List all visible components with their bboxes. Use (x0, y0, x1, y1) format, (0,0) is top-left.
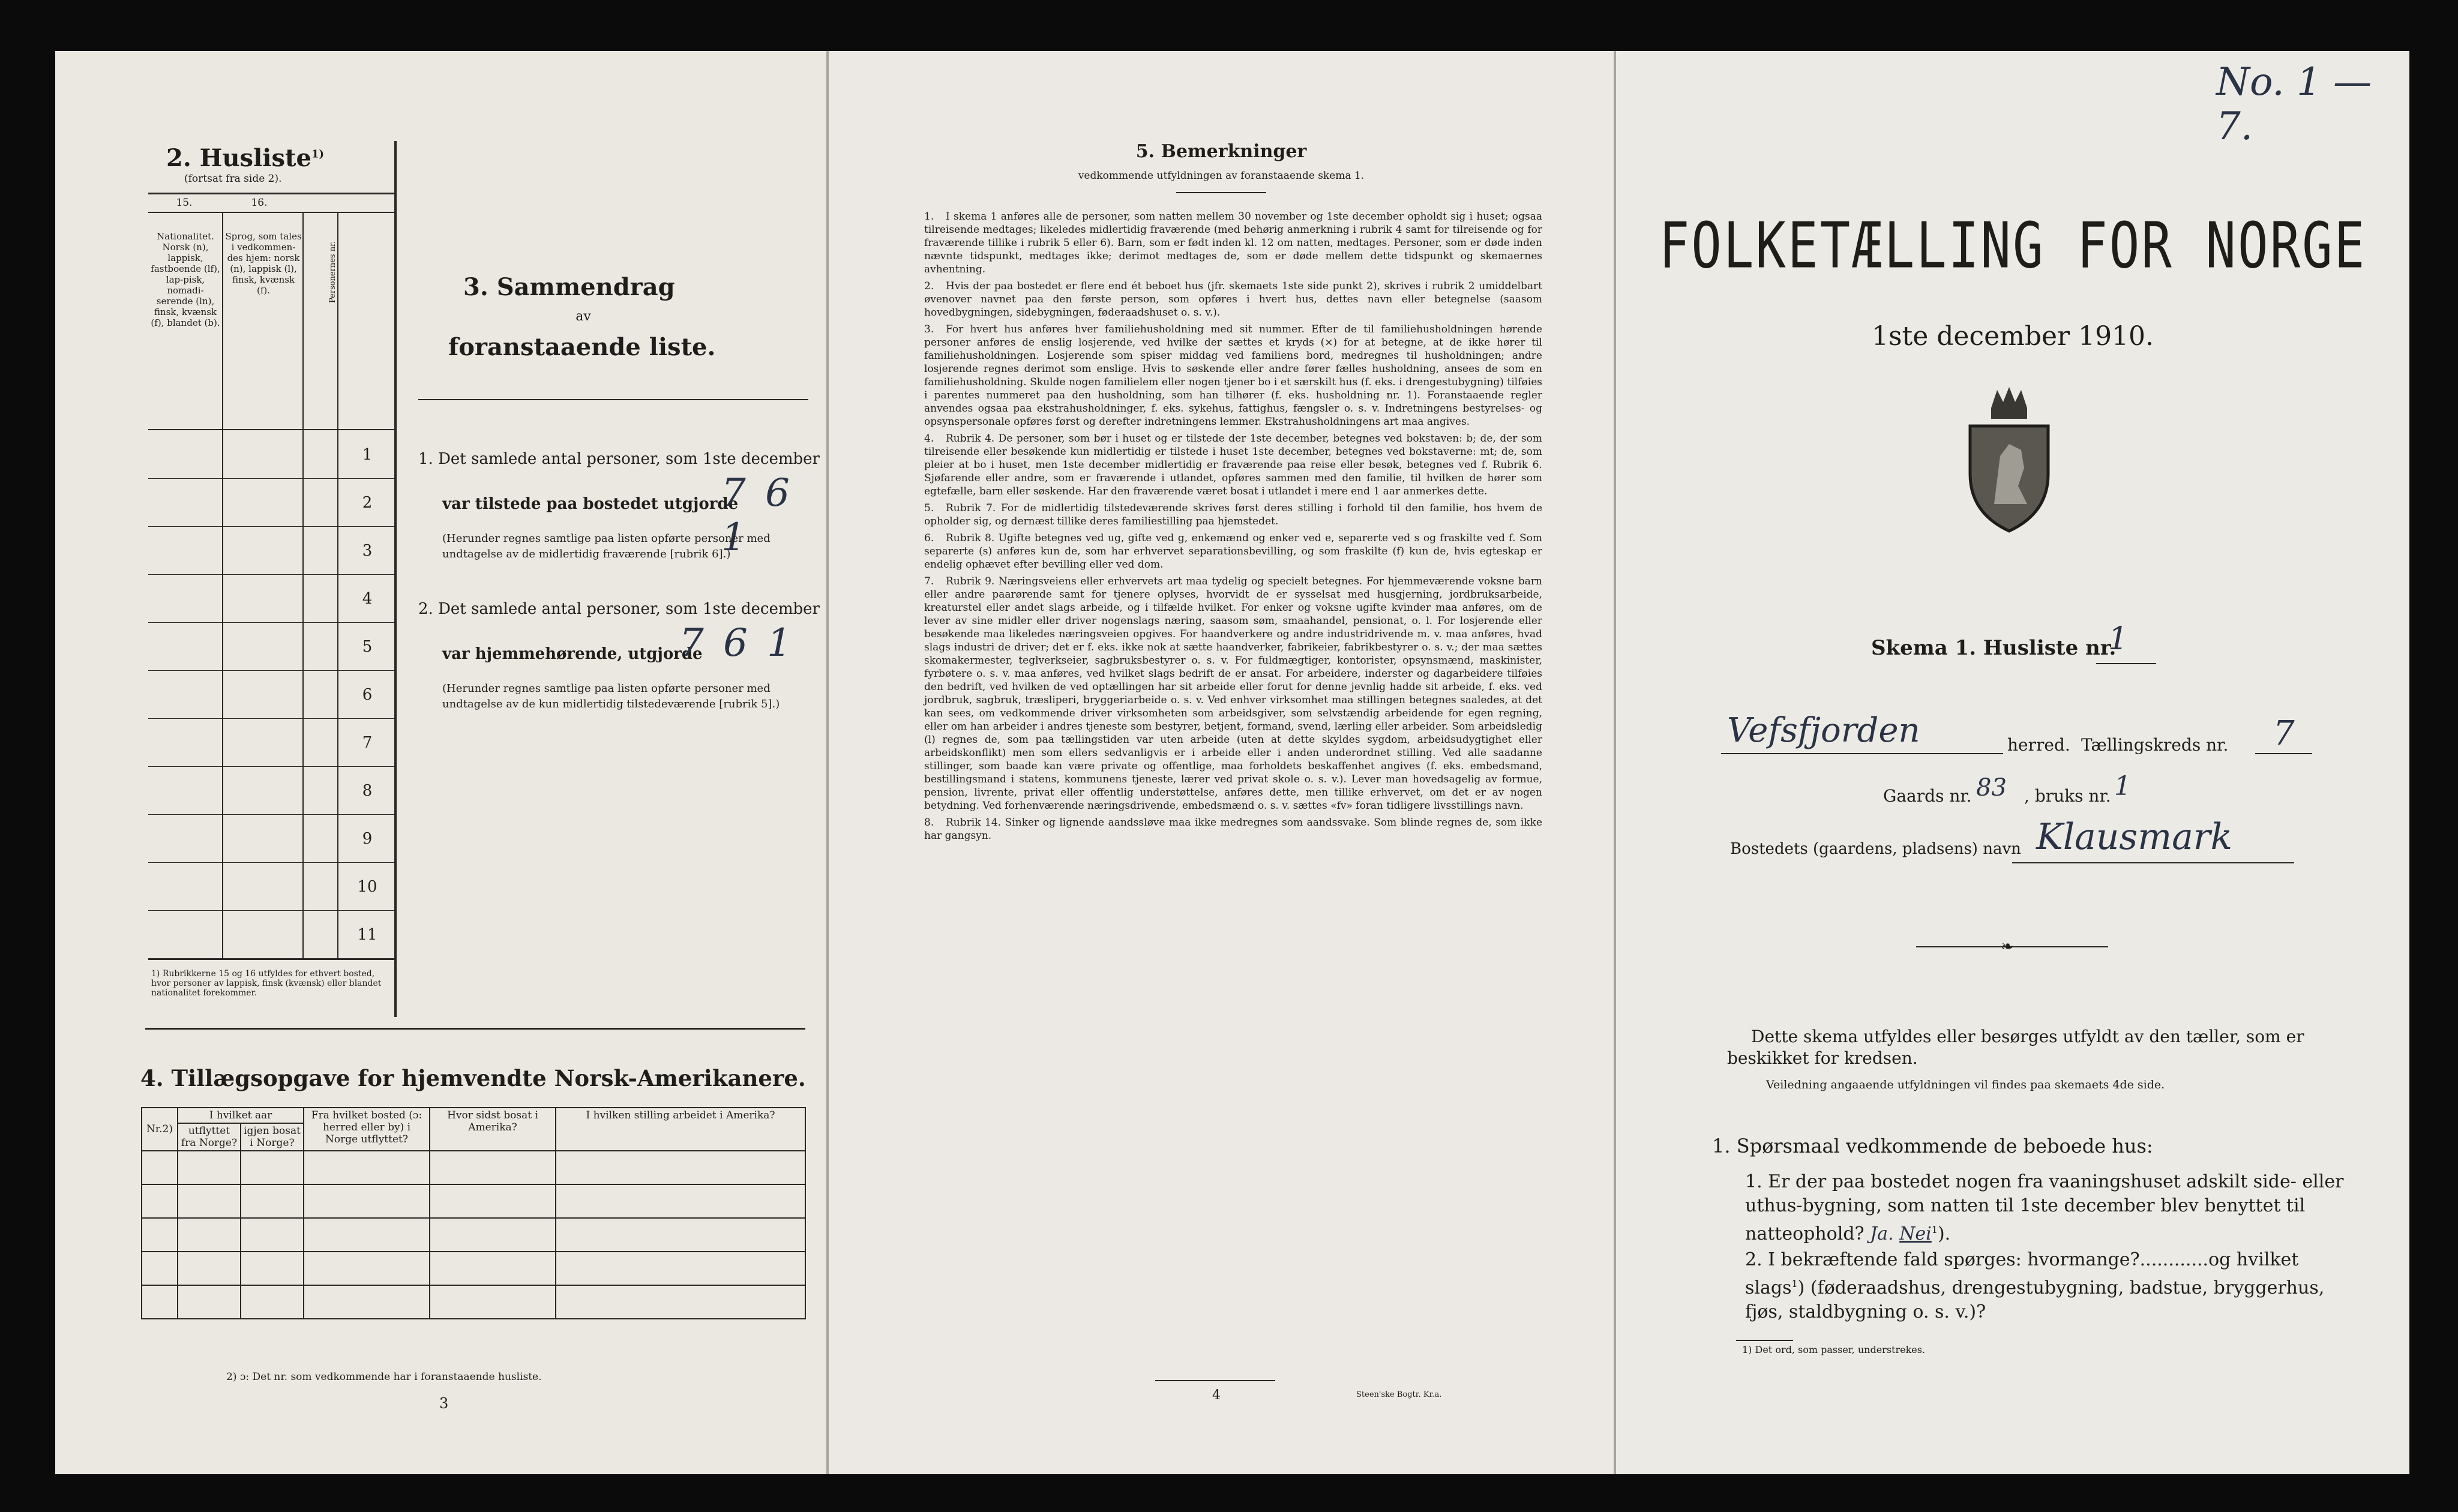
sammendrag-item-2-value: 7 6 1 (679, 621, 795, 665)
bemerkning-item (924, 210, 1542, 276)
question-2: 2. I bekræftende fald spørges: hvormange?............og hvilket slags$^1$) (føderaadshus, drengestubygning, badstue, bryggerhus, fjøs, staldbygning o. s. v.)? (1745, 1249, 2325, 1322)
row-number: 10 (357, 878, 377, 896)
bemerkning-text: Rubrik 4. De personer, som bør i huset og er tilstede der 1ste december, betegnes ved bokstaven: b; de, der som tilreisende eller besøkende kun midlertidig er tilstede i huset 1ste december, betegnes ved bokstaverne: mt; de, som pleier at bo i huset, men 1ste december midlertidig er fraværende paa reise eller besøk, betegnes ved f. Rubrik 6. Sjøfarende eller andre, som er fraværende i utlandet, opføres sammen med den familie, til hvilken de hører som egtefælle, barn eller søskende. Har den fraværende været bosat i utlandet i mere end 1 aar anmerkes dette. (924, 433, 1542, 497)
printer-mark: Steen'ske Bogtr. Kr.a. (1356, 1390, 1442, 1399)
bemerkning-number: 5. (924, 502, 934, 514)
tillaeg-header-igjen: igjen bosat i Norge? (241, 1123, 304, 1151)
bemerkning-item (924, 502, 1542, 528)
tillaeg-header-utflyttet: utflyttet fra Norge? (178, 1123, 241, 1151)
bemerkning-number: 2. (924, 280, 934, 292)
tillaeg-header-bosted: Fra hvilket bosted (ɔ: herred eller by) i Norge utflyttet? (304, 1108, 430, 1151)
page-4-bemerkninger (828, 51, 1614, 1474)
sammendrag-item-1-value: 7 6 1 (721, 471, 793, 560)
row-number: 7 (362, 734, 373, 752)
col-16-header: Sprog, som tales i vedkommen-des hjem: norsk (n), lappisk (l), finsk, kvænsk (f). (225, 231, 302, 296)
census-date: 1ste december 1910. (1871, 321, 2154, 352)
tillaeg-table (141, 1107, 806, 1319)
row-number: 4 (362, 590, 373, 608)
bemerkning-item (924, 280, 1542, 319)
husliste-footnote: 1) Rubrikkerne 15 og 16 utfyldes for ethvert bosted, hvor personer av lappisk, finsk (kvænsk) eller blandet nationalitet forekommer. (151, 969, 382, 998)
tillaeg-title: 4. Tillægsopgave for hjemvendte Norsk-Amerikanere. (140, 1065, 806, 1091)
row-number: 9 (362, 830, 373, 848)
bemerkninger-title: 5. Bemerkninger (1135, 141, 1307, 162)
q1-answer-ja: Ja. (1870, 1223, 1894, 1244)
row-number: 5 (362, 638, 373, 656)
row-number: 3 (362, 542, 373, 560)
bemerkning-text: I skema 1 anføres alle de personer, som natten mellem 30 november og 1ste december opholdt sig i huset; ogsaa tilreisende medtages; likeledes midlertidig fraværende (med behørig anmerkning i rubrik 4 samt for tilreisende og for fraværende tillike i rubrik 5 eller 6). Barn, som er født inden kl. 12 om natten, medtages. Personer, som er døde inden nævnte tidspunkt, medtages ikke; derimot medtages de, som er døde mellem dette tidspunkt og skemaernes avhentning. (924, 211, 1542, 275)
tillaeg-header-sidst: Hvor sidst bosat i Amerika? (430, 1108, 556, 1151)
row-number: 6 (362, 686, 373, 704)
sammendrag-item-1-note: (Herunder regnes samtlige paa listen opførte personer med undtagelse av de midlertidig fraværende [rubrik 6].) (442, 532, 771, 560)
sammendrag-item-2-note: (Herunder regnes samtlige paa listen opførte personer med undtagelse av de kun midlertidig tilstedeværende [rubrik 5].) (442, 682, 780, 710)
question-1: 1. Er der paa bostedet nogen fra vaaningshuset adskilt side- eller uthus-bygning, som natten til 1ste december blev benyttet til natteophold? Ja. Nei$^1$). (1745, 1171, 2344, 1244)
page-1-cover (1616, 51, 2409, 1474)
bemerkning-text: Hvis der paa bostedet er flere end ét beboet hus (jfr. skemaets 1ste side punkt 2), skrives i rubrik 2 umiddelbart øvenover navnet paa den første person, som opføres i hvert hus, dettes navn eller betegnelse (saasom hovedbygningen, sidebygningen, føderaadshuset o. s. v.). (924, 280, 1542, 319)
bruks-value: 1 (2114, 771, 2131, 802)
bemerkning-number: 7. (924, 575, 934, 587)
page-number-4: 4 (1212, 1388, 1221, 1403)
bemerkning-number: 8. (924, 817, 934, 829)
bemerkninger-list (924, 210, 1542, 846)
ornament-icon: ❧ (2001, 938, 2014, 956)
bemerkning-item (924, 432, 1542, 498)
kreds-value: 7 (2273, 714, 2295, 753)
col-16-number: 16. (251, 197, 268, 209)
bruks-label: , bruks nr. (2024, 786, 2111, 806)
bemerkning-text: Rubrik 9. Næringsveiens eller erhvervets art maa tydelig og specielt betegnes. For hjemmeværende voksne barn eller andre paarørende samt for tjenere oplyses, hvorvidt de er sysselsat med husgjerning, jordbruksarbeide, kreaturstel eller andet slags arbeide, og i tilfælde hvilket. For enker og voksne ugifte kvinder maa anføres, om de lever av sine midler eller driver nogenslags næring, saasom søm, smaahandel, pensionat, o. l. For losjerende eller besøkende maa likeledes næringsveien opgives. For haandverkere og andre industridrivende m. v. maa anføres, hvad slags industri de driver; det er f. eks. ikke nok at sætte haandverker, fabrikeier, fabrikbestyrer o. s. v.; der maa sættes skomakermester, teglverkseier, sagbruksbestyrer o. s. v. For fuldmægtiger, kontorister, opsynsmænd, maskinister, fyrbøtere o. s. v. maa anføres, ved hvilket slags bedrift de er ansat. For arbeidere, inderster og dagarbeidere tilføies den bedrift, ved hvilken de ved optællingen har sit arbeide eller forut for denne jevnlig hadde sit arbeide, f. eks. ved jordbruk, sagbruk, træsliperi, bryggeriarbeide o. s. v. Ved enhver virksomhet maa stillingen betegnes saaledes, at det kan sees, om vedkommende driver virksomheten som arbeidsgiver, som selvstændig arbeidende for egen regning, eller om han arbeider i andres tjeneste som bestyrer, betjent, formand, svend, lærling eller arbeider. Som arbeidsledig (l) regnes de, som paa tællingstiden var uten arbeide (uten at dette skyldes sygdom, arbeidsudygtighet eller arbeidskonflikt) men som ellers sedvanligvis er i arbeide eller i anden underordnet stilling. Ved alle saadanne stillinger, som baade kan være private og offentlige, maa forholdets beskaffenhet angives (f. eks. embedsmand, bestillingsmand i statens, kommunens tjeneste, lærer ved privat skole o. s. v.). Lever man hovedsagelig av formue, pension, livrente, privat eller offentlig understøttelse, anføres dette, men tillike erhvervet, om det er av nogen betydning. Ved forhenværende næringsdrivende, embedsmænd o. s. v. sættes «fv» foran tidligere livsstillings navn. (924, 575, 1542, 812)
bemerkning-text: Rubrik 14. Sinker og lignende aandssløve maa ikke medregnes som aandssvake. Som blinde regnes de, som ikke har gangsyn. (924, 817, 1542, 842)
q1-answer-nei: Nei (1899, 1223, 1932, 1244)
col-15-header: Nationalitet. Norsk (n), lappisk, fastboende (lf), lap-pisk, nomadi-serende (ln), finsk, kvænsk (f), blandet (b). (151, 231, 220, 328)
page-3-sammendrag (55, 51, 826, 1474)
herred-label: herred. (2007, 735, 2070, 755)
bemerkning-item (924, 816, 1542, 842)
instruction-text: Dette skema utfyldes eller besørges utfyldt av den tæller, som er beskikket for kredsen. (1727, 1027, 2304, 1068)
row-number: 1 (362, 446, 373, 464)
husliste-title: 2. Husliste$^{1)}$ (166, 144, 324, 172)
page-number-3: 3 (439, 1395, 449, 1412)
bemerkninger-subtitle: vedkommende utfyldningen av foranstaaende skema 1. (1078, 170, 1365, 182)
sammendrag-title: 3. Sammendrag (463, 273, 675, 301)
row-number: 11 (357, 926, 377, 944)
gaards-value: 83 (1976, 774, 2007, 802)
cover-footnote: 1) Det ord, som passer, understrekes. (1742, 1344, 1926, 1355)
tillaeg-header-nr: Nr.2) (142, 1108, 178, 1151)
sammendrag-item-2-label: var hjemmehørende, utgjorde (442, 645, 703, 663)
tillaeg-header-year: I hvilket aar (178, 1108, 304, 1123)
bemerkning-item (924, 323, 1542, 428)
bemerkning-number: 1. (924, 211, 934, 223)
bemerkning-item (924, 575, 1542, 812)
col-17-header: Personernes nr. (328, 241, 337, 303)
sammendrag-subtitle: foranstaaende liste. (448, 333, 716, 361)
gaards-label: Gaards nr. (1883, 786, 1972, 806)
tillaeg-footnote: 2) ɔ: Det nr. som vedkommende har i foranstaaende husliste. (226, 1371, 542, 1383)
husliste-subtitle: (fortsat fra side 2). (184, 173, 282, 185)
census-title: FOLKETÆLLING FOR NORGE (1659, 208, 2367, 283)
kreds-label: Tællingskreds nr. (2081, 735, 2229, 755)
row-number: 8 (362, 782, 373, 800)
bosted-value: Klausmark (2036, 816, 2232, 858)
coat-of-arms-icon (1958, 384, 2060, 534)
bemerkning-text: Rubrik 7. For de midlertidig tilstedeværende skrives først deres stilling i forhold til den familie, hos hvem de opholder sig, og dernæst tillike deres familiestilling paa hjemstedet. (924, 502, 1542, 527)
sammendrag-av: av (575, 309, 591, 324)
col-15-number: 15. (176, 197, 193, 209)
herred-value: Vefsfjorden (1727, 711, 1920, 750)
skema-label: Skema 1. Husliste nr. (1871, 636, 2117, 660)
bemerkning-number: 6. (924, 532, 934, 544)
page-fold-right (1614, 51, 1616, 1474)
sammendrag-item-1-label: var tilstede paa bostedet utgjorde (442, 495, 739, 513)
sammendrag-item-2: 2. Det samlede antal personer, som 1ste december (418, 600, 820, 618)
husliste-nr-value: 1 (2108, 621, 2129, 657)
tillaeg-header-stilling: I hvilken stilling arbeidet i Amerika? (556, 1108, 805, 1151)
page-fold-left (826, 51, 829, 1474)
sammendrag-item-1: 1. Det samlede antal personer, som 1ste december (418, 450, 820, 468)
bemerkning-number: 4. (924, 433, 934, 445)
question-heading: 1. Spørsmaal vedkommende de beboede hus: (1712, 1135, 2153, 1157)
bemerkning-text: Rubrik 8. Ugifte betegnes ved ug, gifte ved g, enkemænd og enker ved e, separerte ved s og fraskilte ved f. Som separerte (s) anføres kun de, som har erhvervet separationsbevilling, og som fraskilte (f) kun de, hvis egteskap er endelig ophævet efter bevilling eller ved dom. (924, 532, 1542, 571)
row-number: 2 (362, 494, 373, 512)
bemerkning-text: For hvert hus anføres hver familiehusholdning med sit nummer. Efter de til familiehusholdningen hørende personer anføres de enslig losjerende, ved hvilke der sættes et kryds (×) for at betegne, at de ikke hører til familiehusholdningen. Losjerende som spiser middag ved familiens bord, medregnes til husholdningen; andre losjerende regnes derimot som enslige. Hvis to søskende eller andre fører fælles husholdning, ansees de som en familiehusholdning. Skulde nogen familielem eller nogen tjener bo i et særskilt hus (f. eks. i drengestubygning) tilføies i parentes nummeret paa den husholdning, som han tilhører (f. eks. husholdning nr. 1). Foranstaaende regler anvendes ogsaa paa ekstrahusholdninger, f. eks. sykehus, fattighus, fængsler o. s. v. Indretningens bestyrelses- og opsynspersonale opføres først og derefter indretningens lemmer. Ekstrahusholdningens art maa angives. (924, 323, 1542, 428)
corner-note: No. 1 — 7. (2216, 60, 2372, 149)
bosted-label: Bostedets (gaardens, pladsens) navn (1730, 840, 2021, 858)
bemerkning-number: 3. (924, 323, 934, 335)
bemerkning-item (924, 532, 1542, 571)
veiledning-text: Veiledning angaaende utfyldningen vil findes paa skemaets 4de side. (1766, 1078, 2165, 1091)
